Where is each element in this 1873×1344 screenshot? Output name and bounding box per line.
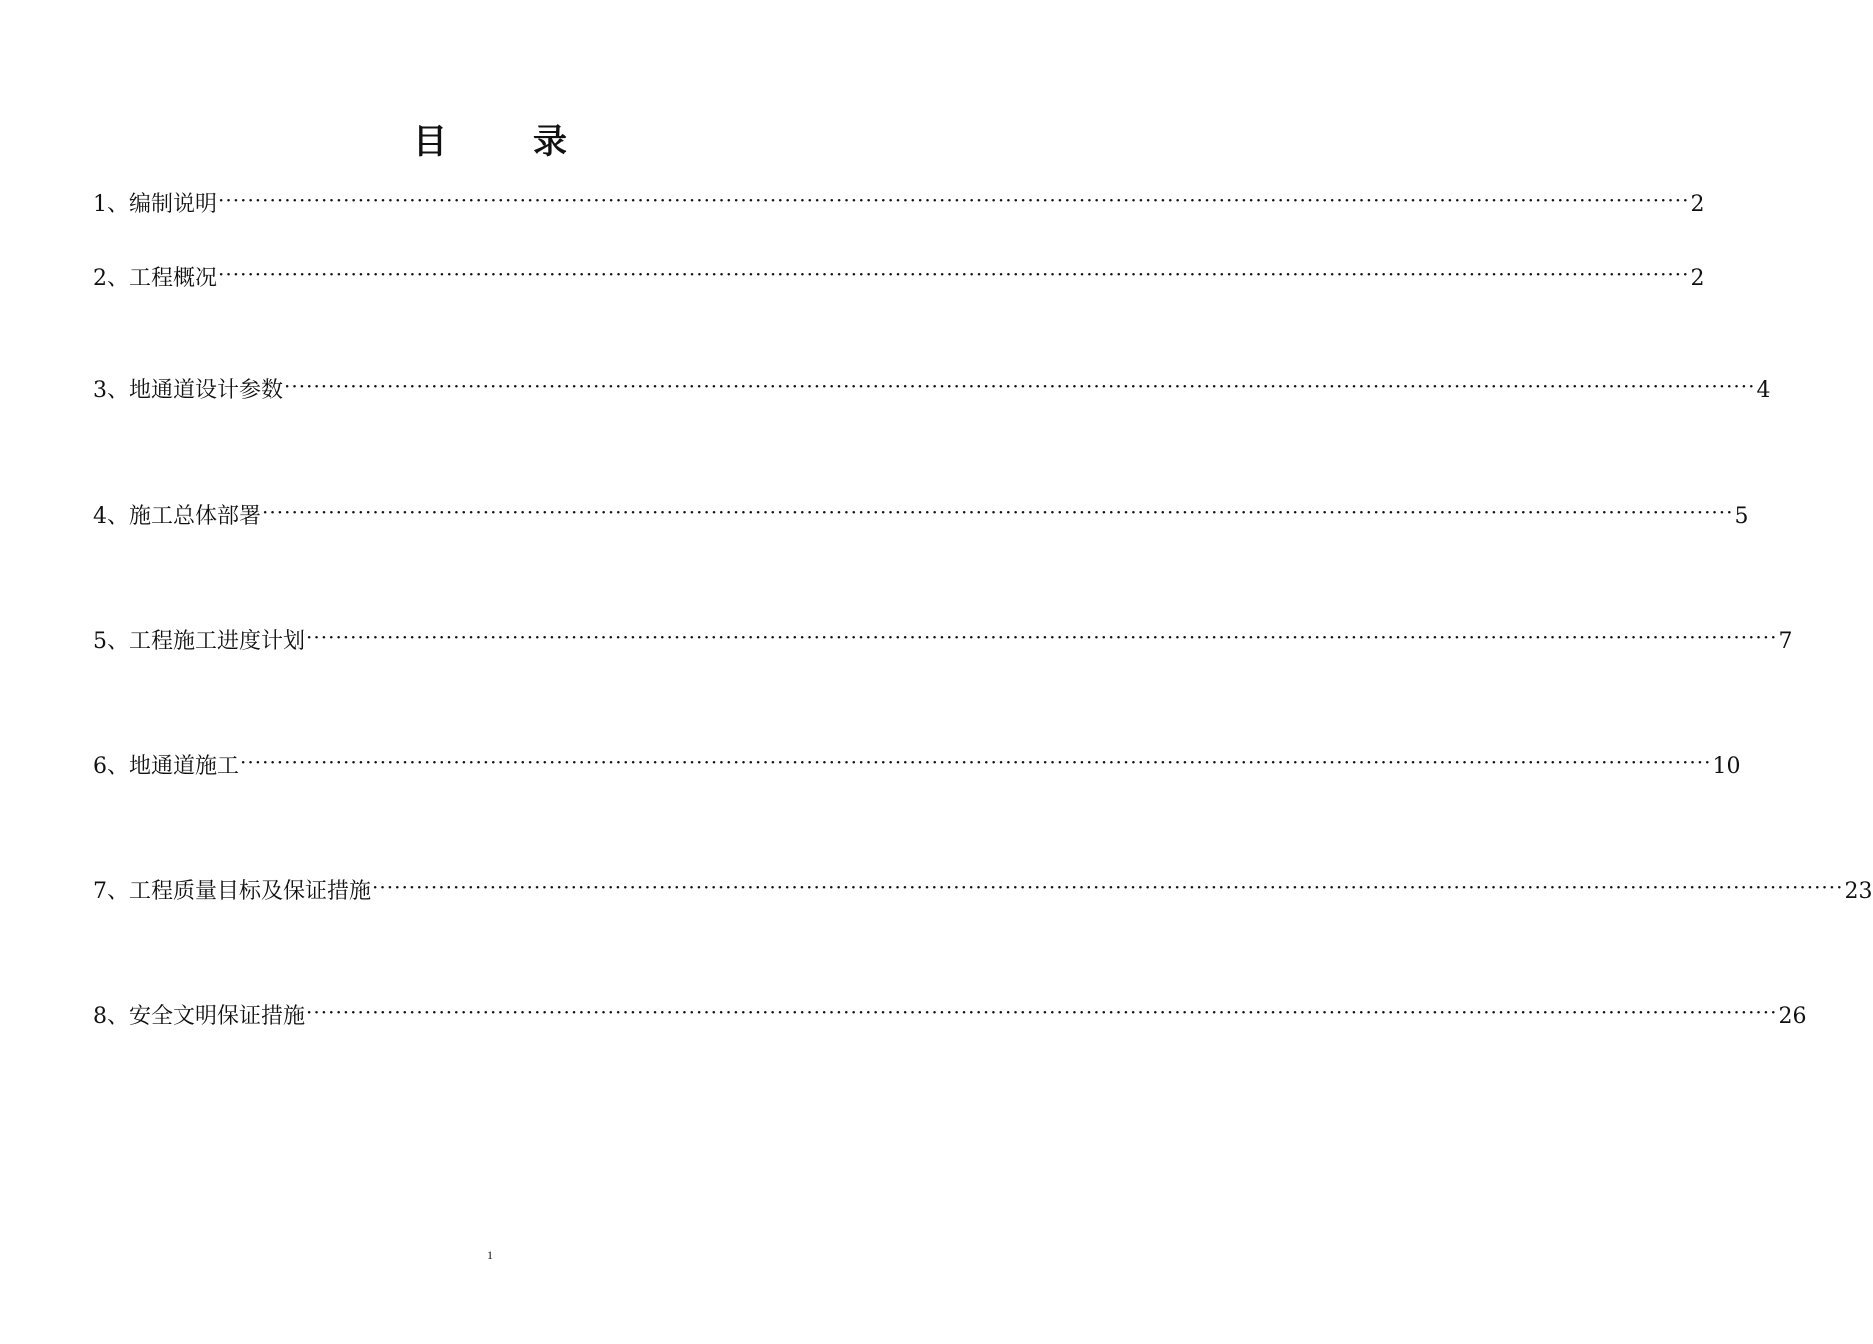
- toc-leader-dots: ········································································································································································································: [262, 500, 1734, 524]
- toc-entry-page: 26: [1778, 1004, 1807, 1029]
- toc-entry-label: 地通道设计参数: [129, 378, 284, 403]
- toc-entry-1[interactable]: [93, 188, 1705, 220]
- toc-entry-page: 4: [1756, 378, 1771, 403]
- toc-leader-dots: ········································································································································································································: [306, 625, 1778, 649]
- toc-entry-number: 2、: [93, 266, 129, 291]
- toc-leader-dots: ········································································································································································································: [218, 188, 1690, 212]
- toc-entry-2[interactable]: [93, 262, 1705, 294]
- toc-leader-dots: ········································································································································································································: [218, 262, 1690, 286]
- toc-entry-3[interactable]: [93, 374, 1771, 406]
- toc-leader-dots: ········································································································································································································: [240, 750, 1712, 774]
- toc-entry-label: 工程质量目标及保证措施: [129, 879, 372, 904]
- toc-entry-page: 2: [1690, 192, 1705, 217]
- page-title: [0, 114, 980, 163]
- toc-entry-number: 3、: [93, 378, 129, 403]
- toc-leader-dots: ········································································································································································································: [372, 875, 1844, 899]
- toc-entry-number: 1、: [93, 192, 129, 217]
- page-number: 1: [487, 1248, 493, 1262]
- toc-entry-page: 2: [1690, 266, 1705, 291]
- toc-entry-label: 编制说明: [129, 192, 218, 217]
- title-char-left: 目: [413, 122, 447, 162]
- toc-entry-number: 7、: [93, 879, 129, 904]
- toc-entry-page: 23: [1844, 879, 1873, 904]
- toc-entry-8[interactable]: [93, 1000, 1807, 1032]
- toc-entry-number: 8、: [93, 1004, 129, 1029]
- toc-entry-6[interactable]: [93, 750, 1741, 782]
- toc-leader-dots: ········································································································································································································: [284, 374, 1756, 398]
- toc-entry-page: 7: [1778, 629, 1793, 654]
- toc-leader-dots: ········································································································································································································: [306, 1000, 1778, 1024]
- toc-entry-label: 工程施工进度计划: [129, 629, 306, 654]
- toc-entry-page: 10: [1712, 754, 1741, 779]
- toc-entry-5[interactable]: [93, 625, 1793, 657]
- toc-entry-label: 工程概况: [129, 266, 218, 291]
- toc-entry-label: 安全文明保证措施: [129, 1004, 306, 1029]
- toc-entry-label: 施工总体部署: [129, 504, 262, 529]
- toc-entry-4[interactable]: [93, 500, 1749, 532]
- toc-entry-number: 4、: [93, 504, 129, 529]
- toc-entry-label: 地通道施工: [129, 754, 240, 779]
- toc-entry-number: 5、: [93, 629, 129, 654]
- toc-entry-7[interactable]: [93, 875, 1873, 907]
- title-char-right: 录: [533, 122, 567, 162]
- toc-entry-number: 6、: [93, 754, 129, 779]
- toc-entry-page: 5: [1734, 504, 1749, 529]
